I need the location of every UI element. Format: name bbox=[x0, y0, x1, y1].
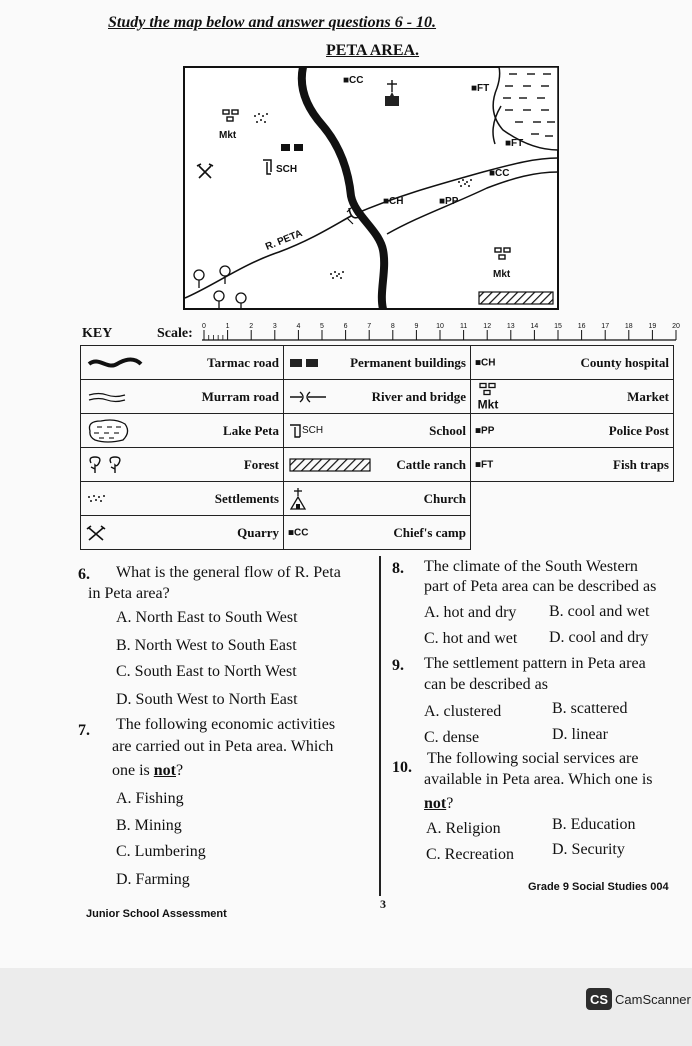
scale-tick-label: 18 bbox=[624, 323, 633, 330]
q9-stem-line2: can be described as bbox=[424, 676, 548, 693]
key-cell-county-hospital: ■CH County hospital bbox=[471, 346, 674, 380]
q8-option-a[interactable]: A. hot and dry bbox=[424, 604, 517, 621]
instruction-heading: Study the map below and answer questions 6 - 10. bbox=[108, 14, 437, 31]
scale-tick-label: 8 bbox=[390, 323, 395, 330]
scale-tick-label: 14 bbox=[530, 323, 539, 330]
scale-tick-label: 2 bbox=[249, 323, 254, 330]
map-label-chiefs-camp: ■CC bbox=[343, 75, 364, 86]
map-title: PETA AREA. bbox=[326, 42, 420, 59]
q10-option-a[interactable]: A. Religion bbox=[426, 820, 501, 837]
q6-number: 6. bbox=[78, 566, 90, 583]
q10-stem-line2: available in Peta area. Which one is bbox=[424, 771, 653, 788]
q7-option-b[interactable]: B. Mining bbox=[116, 817, 182, 834]
tarmac-road-icon bbox=[85, 356, 145, 370]
q6-stem-line1: What is the general flow of R. Peta bbox=[116, 564, 341, 581]
scale-tick-label: 3 bbox=[272, 323, 277, 330]
map-label-police-post: ■PP bbox=[439, 196, 459, 207]
lake-icon bbox=[85, 418, 131, 444]
scale-tick-label: 5 bbox=[320, 323, 324, 330]
key-cell-empty bbox=[471, 482, 674, 516]
q7-number: 7. bbox=[78, 722, 90, 739]
map-label-fish-traps-east: ■FT bbox=[505, 138, 524, 149]
q10-number: 10. bbox=[392, 759, 412, 776]
scale-bar bbox=[198, 320, 682, 344]
river-bridge-icon bbox=[288, 390, 328, 404]
q10-option-c[interactable]: C. Recreation bbox=[426, 846, 514, 863]
cattle-ranch-icon bbox=[288, 458, 374, 472]
key-cell-chiefs-camp: ■CC Chief's camp bbox=[284, 516, 471, 550]
market-icon bbox=[475, 382, 501, 396]
key-cell-quarry: Quarry bbox=[81, 516, 284, 550]
q10-stem-line1: The following social services are bbox=[427, 750, 639, 767]
key-cell-forest: Forest bbox=[81, 448, 284, 482]
q9-option-d[interactable]: D. linear bbox=[552, 726, 608, 743]
q6-option-b[interactable]: B. North West to South East bbox=[116, 637, 297, 654]
q6-option-d[interactable]: D. South West to North East bbox=[116, 691, 298, 708]
key-cell-cattle-ranch: Cattle ranch bbox=[284, 448, 471, 482]
q10-option-b[interactable]: B. Education bbox=[552, 816, 636, 833]
permanent-buildings-icon bbox=[288, 358, 322, 368]
scale-tick-label: 6 bbox=[343, 323, 348, 330]
q8-number: 8. bbox=[392, 560, 404, 577]
q7-option-c[interactable]: C. Lumbering bbox=[116, 843, 206, 860]
scale-tick-label: 20 bbox=[672, 323, 680, 330]
column-divider bbox=[379, 556, 381, 896]
scale-tick-label: 11 bbox=[459, 323, 468, 330]
key-cell-lake: Lake Peta bbox=[81, 414, 284, 448]
key-cell-fish-traps: ■FT Fish traps bbox=[471, 448, 674, 482]
camscanner-logo-icon: CS bbox=[586, 988, 612, 1010]
q8-option-d[interactable]: D. cool and dry bbox=[549, 629, 649, 646]
key-cell-school: SCH School bbox=[284, 414, 471, 448]
scale-tick-label: 10 bbox=[436, 323, 444, 330]
q9-option-a[interactable]: A. clustered bbox=[424, 703, 502, 720]
map-label-school: SCH bbox=[276, 164, 298, 175]
key-cell-empty bbox=[471, 516, 674, 550]
school-icon bbox=[288, 423, 302, 439]
map-label-fish-traps-north: ■FT bbox=[471, 83, 490, 94]
scale-tick-label: 19 bbox=[648, 323, 657, 330]
map-label-county-hospital: ■CH bbox=[383, 196, 404, 207]
forest-icon bbox=[85, 455, 135, 475]
q9-option-c[interactable]: C. dense bbox=[424, 729, 480, 746]
church-icon bbox=[288, 487, 308, 511]
q8-option-b[interactable]: B. cool and wet bbox=[549, 603, 650, 620]
q10-stem-line3: not? bbox=[424, 795, 454, 812]
key-cell-tarmac-road: Tarmac road bbox=[81, 346, 284, 380]
q7-emphasis: not bbox=[153, 762, 177, 779]
scale-tick-label: 9 bbox=[414, 323, 419, 330]
key-cell-river-bridge: River and bridge bbox=[284, 380, 471, 414]
q8-stem-line2: part of Peta area can be described as bbox=[424, 578, 657, 595]
scale-tick-label: 17 bbox=[601, 323, 610, 330]
map-label-river: R. PETA bbox=[264, 228, 305, 253]
q10-emphasis: not bbox=[424, 795, 447, 812]
map-label-market-nw: Mkt bbox=[219, 130, 237, 141]
peta-area-map bbox=[183, 66, 559, 310]
scale-tick-label: 15 bbox=[554, 323, 562, 330]
scale-label: Scale: bbox=[157, 326, 193, 341]
page-number: 3 bbox=[380, 897, 386, 911]
camscanner-name: CamScanner bbox=[615, 991, 691, 1007]
q9-stem-line1: The settlement pattern in Peta area bbox=[424, 655, 646, 672]
key-cell-market: Mkt Market bbox=[471, 380, 674, 414]
scale-tick-label: 0 bbox=[202, 323, 206, 330]
q7-option-d[interactable]: D. Farming bbox=[116, 871, 190, 888]
key-cell-church: Church bbox=[284, 482, 471, 516]
q7-option-a[interactable]: A. Fishing bbox=[116, 790, 184, 807]
murram-road-icon bbox=[85, 391, 129, 403]
scale-tick-label: 4 bbox=[296, 323, 301, 330]
q6-option-c[interactable]: C. South East to North West bbox=[116, 663, 297, 680]
key-heading: KEY bbox=[82, 326, 113, 341]
key-cell-settlements: Settlements bbox=[81, 482, 284, 516]
footer-assessment: Junior School Assessment bbox=[86, 908, 227, 920]
scale-tick-label: 13 bbox=[506, 323, 515, 330]
map-key-table bbox=[80, 345, 674, 550]
quarry-icon bbox=[85, 524, 109, 542]
scale-tick-label: 16 bbox=[577, 323, 586, 330]
q9-option-b[interactable]: B. scattered bbox=[552, 700, 628, 717]
q7-stem-line2: are carried out in Peta area. Which bbox=[112, 738, 334, 755]
camscanner-watermark bbox=[586, 988, 691, 1010]
scale-tick-label: 7 bbox=[367, 323, 372, 330]
q7-stem-line1: The following economic activities bbox=[116, 716, 336, 733]
q6-stem-line2: in Peta area? bbox=[88, 585, 170, 602]
q8-stem-line1: The climate of the South Western bbox=[424, 558, 638, 575]
q9-number: 9. bbox=[392, 657, 404, 674]
scale-tick-label: 1 bbox=[225, 323, 230, 330]
q7-stem-line3: one is not? bbox=[112, 762, 184, 779]
cattle-ranch bbox=[479, 292, 553, 304]
map-label-chiefs-camp-east: ■CC bbox=[489, 168, 510, 179]
scale-tick-label: 12 bbox=[483, 323, 492, 330]
settlement-icon bbox=[85, 494, 109, 504]
map-label-market-se: Mkt bbox=[493, 269, 511, 280]
key-cell-permanent-buildings: Permanent buildings bbox=[284, 346, 471, 380]
key-cell-police-post: ■PP Police Post bbox=[471, 414, 674, 448]
q6-option-a[interactable]: A. North East to South West bbox=[116, 609, 298, 626]
key-cell-murram-road: Murram road bbox=[81, 380, 284, 414]
footer-subject: Grade 9 Social Studies 004 bbox=[528, 881, 669, 893]
q10-option-d[interactable]: D. Security bbox=[552, 841, 625, 858]
q8-option-c[interactable]: C. hot and wet bbox=[424, 630, 518, 647]
